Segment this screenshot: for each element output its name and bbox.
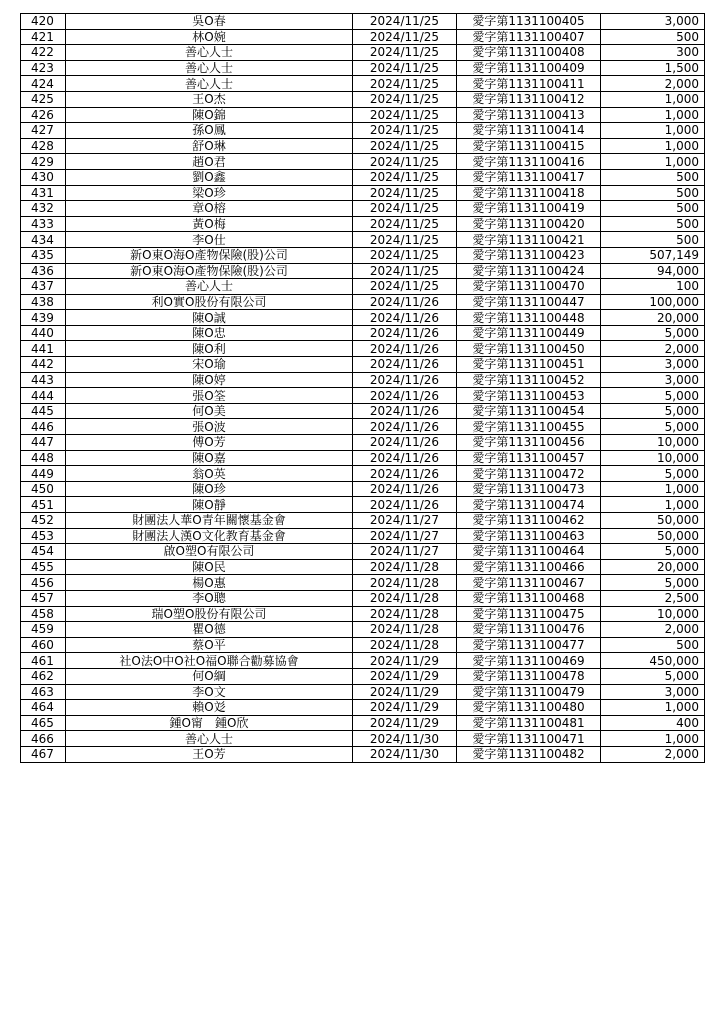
receipt-number: 愛字第1131100468 bbox=[457, 590, 601, 606]
donation-amount: 2,000 bbox=[601, 622, 705, 638]
donation-date: 2024/11/27 bbox=[353, 528, 457, 544]
donation-amount: 507,149 bbox=[601, 247, 705, 263]
row-number: 463 bbox=[21, 684, 66, 700]
receipt-number: 愛字第1131100469 bbox=[457, 653, 601, 669]
donation-amount: 100,000 bbox=[601, 294, 705, 310]
donation-amount: 500 bbox=[601, 637, 705, 653]
donation-amount: 1,000 bbox=[601, 731, 705, 747]
donor-name: 陳O忠 bbox=[66, 325, 353, 341]
donation-date: 2024/11/25 bbox=[353, 91, 457, 107]
receipt-number: 愛字第1131100424 bbox=[457, 263, 601, 279]
row-number: 420 bbox=[21, 14, 66, 30]
donor-name: 李O文 bbox=[66, 684, 353, 700]
donor-name: 劉O鑫 bbox=[66, 169, 353, 185]
row-number: 443 bbox=[21, 372, 66, 388]
table-row bbox=[21, 637, 705, 653]
receipt-number: 愛字第1131100463 bbox=[457, 528, 601, 544]
donor-name: 章O榕 bbox=[66, 201, 353, 217]
row-number: 426 bbox=[21, 107, 66, 123]
donation-amount: 500 bbox=[601, 232, 705, 248]
donation-date: 2024/11/25 bbox=[353, 45, 457, 61]
donation-amount: 2,500 bbox=[601, 590, 705, 606]
donor-name: 陳O利 bbox=[66, 341, 353, 357]
receipt-number: 愛字第1131100409 bbox=[457, 60, 601, 76]
donation-date: 2024/11/28 bbox=[353, 622, 457, 638]
receipt-number: 愛字第1131100478 bbox=[457, 668, 601, 684]
donation-date: 2024/11/26 bbox=[353, 403, 457, 419]
donation-date: 2024/11/26 bbox=[353, 294, 457, 310]
table-row bbox=[21, 325, 705, 341]
table-row bbox=[21, 450, 705, 466]
donor-name: 瑞O塑O股份有限公司 bbox=[66, 606, 353, 622]
row-number: 453 bbox=[21, 528, 66, 544]
donor-name: 何O美 bbox=[66, 403, 353, 419]
donation-date: 2024/11/25 bbox=[353, 263, 457, 279]
receipt-number: 愛字第1131100471 bbox=[457, 731, 601, 747]
table-row bbox=[21, 310, 705, 326]
donor-name: 利O實O股份有限公司 bbox=[66, 294, 353, 310]
donation-amount: 20,000 bbox=[601, 559, 705, 575]
table-row bbox=[21, 263, 705, 279]
donation-amount: 3,000 bbox=[601, 357, 705, 373]
table-row bbox=[21, 481, 705, 497]
table-row bbox=[21, 575, 705, 591]
receipt-number: 愛字第1131100407 bbox=[457, 29, 601, 45]
donor-name: 財團法人華O青年關懷基金會 bbox=[66, 513, 353, 529]
table-row bbox=[21, 419, 705, 435]
table-row bbox=[21, 403, 705, 419]
row-number: 421 bbox=[21, 29, 66, 45]
donation-amount: 1,500 bbox=[601, 60, 705, 76]
donation-date: 2024/11/26 bbox=[353, 419, 457, 435]
table-row bbox=[21, 684, 705, 700]
table-row bbox=[21, 715, 705, 731]
row-number: 457 bbox=[21, 590, 66, 606]
row-number: 464 bbox=[21, 700, 66, 716]
table-row bbox=[21, 653, 705, 669]
donor-name: 陳O珍 bbox=[66, 481, 353, 497]
row-number: 465 bbox=[21, 715, 66, 731]
donation-amount: 450,000 bbox=[601, 653, 705, 669]
table-row bbox=[21, 372, 705, 388]
table-row bbox=[21, 388, 705, 404]
table-row bbox=[21, 138, 705, 154]
donation-table bbox=[20, 13, 705, 763]
receipt-number: 愛字第1131100408 bbox=[457, 45, 601, 61]
receipt-number: 愛字第1131100417 bbox=[457, 169, 601, 185]
table-row bbox=[21, 247, 705, 263]
donation-amount: 10,000 bbox=[601, 435, 705, 451]
donation-amount: 1,000 bbox=[601, 700, 705, 716]
receipt-number: 愛字第1131100450 bbox=[457, 341, 601, 357]
receipt-number: 愛字第1131100421 bbox=[457, 232, 601, 248]
donation-amount: 2,000 bbox=[601, 341, 705, 357]
donation-date: 2024/11/28 bbox=[353, 559, 457, 575]
table-row bbox=[21, 29, 705, 45]
row-number: 444 bbox=[21, 388, 66, 404]
table-row bbox=[21, 606, 705, 622]
donor-name: 啟O塑O有限公司 bbox=[66, 544, 353, 560]
donation-amount: 1,000 bbox=[601, 497, 705, 513]
table-row bbox=[21, 294, 705, 310]
donor-name: 陳O靜 bbox=[66, 497, 353, 513]
donor-name: 陳O錦 bbox=[66, 107, 353, 123]
table-row bbox=[21, 76, 705, 92]
donor-name: 陳O民 bbox=[66, 559, 353, 575]
donation-amount: 500 bbox=[601, 201, 705, 217]
donation-date: 2024/11/25 bbox=[353, 14, 457, 30]
row-number: 441 bbox=[21, 341, 66, 357]
donor-name: 張O筌 bbox=[66, 388, 353, 404]
donation-date: 2024/11/28 bbox=[353, 637, 457, 653]
donation-date: 2024/11/25 bbox=[353, 279, 457, 295]
receipt-number: 愛字第1131100449 bbox=[457, 325, 601, 341]
table-row bbox=[21, 279, 705, 295]
donation-amount: 94,000 bbox=[601, 263, 705, 279]
donor-name: 吳O春 bbox=[66, 14, 353, 30]
donation-date: 2024/11/25 bbox=[353, 123, 457, 139]
table-row bbox=[21, 45, 705, 61]
table-row bbox=[21, 123, 705, 139]
receipt-number: 愛字第1131100480 bbox=[457, 700, 601, 716]
donation-date: 2024/11/26 bbox=[353, 435, 457, 451]
donation-date: 2024/11/26 bbox=[353, 466, 457, 482]
donor-name: 善心人士 bbox=[66, 45, 353, 61]
row-number: 459 bbox=[21, 622, 66, 638]
table-row bbox=[21, 668, 705, 684]
receipt-number: 愛字第1131100415 bbox=[457, 138, 601, 154]
row-number: 431 bbox=[21, 185, 66, 201]
donation-date: 2024/11/26 bbox=[353, 481, 457, 497]
donation-date: 2024/11/28 bbox=[353, 606, 457, 622]
receipt-number: 愛字第1131100455 bbox=[457, 419, 601, 435]
receipt-number: 愛字第1131100419 bbox=[457, 201, 601, 217]
table-row bbox=[21, 700, 705, 716]
donation-date: 2024/11/25 bbox=[353, 185, 457, 201]
row-number: 460 bbox=[21, 637, 66, 653]
donation-date: 2024/11/25 bbox=[353, 138, 457, 154]
donation-amount: 500 bbox=[601, 29, 705, 45]
receipt-number: 愛字第1131100454 bbox=[457, 403, 601, 419]
donation-amount: 5,000 bbox=[601, 325, 705, 341]
donation-amount: 1,000 bbox=[601, 107, 705, 123]
table-row bbox=[21, 513, 705, 529]
donor-name: 社O法O中O社O福O聯合勸募協會 bbox=[66, 653, 353, 669]
receipt-number: 愛字第1131100405 bbox=[457, 14, 601, 30]
donation-amount: 5,000 bbox=[601, 419, 705, 435]
table-row bbox=[21, 528, 705, 544]
donation-amount: 500 bbox=[601, 185, 705, 201]
donation-amount: 2,000 bbox=[601, 746, 705, 762]
row-number: 466 bbox=[21, 731, 66, 747]
donation-amount: 50,000 bbox=[601, 513, 705, 529]
row-number: 452 bbox=[21, 513, 66, 529]
donation-date: 2024/11/27 bbox=[353, 513, 457, 529]
row-number: 436 bbox=[21, 263, 66, 279]
table-row bbox=[21, 746, 705, 762]
row-number: 437 bbox=[21, 279, 66, 295]
donation-amount: 1,000 bbox=[601, 91, 705, 107]
row-number: 429 bbox=[21, 154, 66, 170]
table-row bbox=[21, 169, 705, 185]
donor-name: 楊O惠 bbox=[66, 575, 353, 591]
receipt-number: 愛字第1131100412 bbox=[457, 91, 601, 107]
donation-date: 2024/11/28 bbox=[353, 575, 457, 591]
receipt-number: 愛字第1131100447 bbox=[457, 294, 601, 310]
receipt-number: 愛字第1131100451 bbox=[457, 357, 601, 373]
table-row bbox=[21, 622, 705, 638]
table-row bbox=[21, 201, 705, 217]
donation-amount: 1,000 bbox=[601, 154, 705, 170]
donation-date: 2024/11/27 bbox=[353, 544, 457, 560]
receipt-number: 愛字第1131100414 bbox=[457, 123, 601, 139]
donor-name: 舒O琳 bbox=[66, 138, 353, 154]
row-number: 442 bbox=[21, 357, 66, 373]
donor-name: 王O杰 bbox=[66, 91, 353, 107]
donation-date: 2024/11/26 bbox=[353, 310, 457, 326]
donation-amount: 20,000 bbox=[601, 310, 705, 326]
table-row bbox=[21, 731, 705, 747]
table-row bbox=[21, 216, 705, 232]
receipt-number: 愛字第1131100452 bbox=[457, 372, 601, 388]
receipt-number: 愛字第1131100418 bbox=[457, 185, 601, 201]
donation-table-body bbox=[21, 14, 705, 763]
donation-date: 2024/11/29 bbox=[353, 668, 457, 684]
donation-date: 2024/11/25 bbox=[353, 60, 457, 76]
donation-date: 2024/11/29 bbox=[353, 653, 457, 669]
row-number: 445 bbox=[21, 403, 66, 419]
donation-date: 2024/11/29 bbox=[353, 684, 457, 700]
receipt-number: 愛字第1131100467 bbox=[457, 575, 601, 591]
donor-name: 何O綱 bbox=[66, 668, 353, 684]
receipt-number: 愛字第1131100456 bbox=[457, 435, 601, 451]
donation-amount: 400 bbox=[601, 715, 705, 731]
receipt-number: 愛字第1131100411 bbox=[457, 76, 601, 92]
donation-date: 2024/11/25 bbox=[353, 247, 457, 263]
row-number: 462 bbox=[21, 668, 66, 684]
receipt-number: 愛字第1131100466 bbox=[457, 559, 601, 575]
donation-date: 2024/11/25 bbox=[353, 76, 457, 92]
donation-date: 2024/11/30 bbox=[353, 731, 457, 747]
receipt-number: 愛字第1131100482 bbox=[457, 746, 601, 762]
donation-date: 2024/11/26 bbox=[353, 497, 457, 513]
donor-name: 翁O英 bbox=[66, 466, 353, 482]
receipt-number: 愛字第1131100453 bbox=[457, 388, 601, 404]
table-row bbox=[21, 466, 705, 482]
row-number: 446 bbox=[21, 419, 66, 435]
donor-name: 善心人士 bbox=[66, 60, 353, 76]
donor-name: 新O東O海O產物保險(股)公司 bbox=[66, 263, 353, 279]
table-row bbox=[21, 154, 705, 170]
donation-amount: 1,000 bbox=[601, 481, 705, 497]
table-row bbox=[21, 14, 705, 30]
donation-date: 2024/11/29 bbox=[353, 700, 457, 716]
receipt-number: 愛字第1131100464 bbox=[457, 544, 601, 560]
donation-amount: 10,000 bbox=[601, 450, 705, 466]
receipt-number: 愛字第1131100420 bbox=[457, 216, 601, 232]
donation-amount: 500 bbox=[601, 169, 705, 185]
row-number: 448 bbox=[21, 450, 66, 466]
row-number: 458 bbox=[21, 606, 66, 622]
row-number: 425 bbox=[21, 91, 66, 107]
donor-name: 宋O瑜 bbox=[66, 357, 353, 373]
donation-date: 2024/11/29 bbox=[353, 715, 457, 731]
row-number: 450 bbox=[21, 481, 66, 497]
donation-date: 2024/11/26 bbox=[353, 341, 457, 357]
donor-name: 王O芳 bbox=[66, 746, 353, 762]
donor-name: 李O聰 bbox=[66, 590, 353, 606]
donation-date: 2024/11/25 bbox=[353, 201, 457, 217]
donor-name: 張O波 bbox=[66, 419, 353, 435]
row-number: 451 bbox=[21, 497, 66, 513]
donation-amount: 1,000 bbox=[601, 138, 705, 154]
row-number: 434 bbox=[21, 232, 66, 248]
table-row bbox=[21, 91, 705, 107]
donor-name: 梁O珍 bbox=[66, 185, 353, 201]
row-number: 430 bbox=[21, 169, 66, 185]
donor-name: 趙O君 bbox=[66, 154, 353, 170]
row-number: 447 bbox=[21, 435, 66, 451]
receipt-number: 愛字第1131100479 bbox=[457, 684, 601, 700]
row-number: 449 bbox=[21, 466, 66, 482]
donation-amount: 5,000 bbox=[601, 403, 705, 419]
donor-name: 孫O鳳 bbox=[66, 123, 353, 139]
donor-name: 李O仕 bbox=[66, 232, 353, 248]
donation-amount: 100 bbox=[601, 279, 705, 295]
donation-amount: 5,000 bbox=[601, 388, 705, 404]
table-row bbox=[21, 435, 705, 451]
row-number: 422 bbox=[21, 45, 66, 61]
donation-amount: 50,000 bbox=[601, 528, 705, 544]
donor-name: 新O東O海O產物保險(股)公司 bbox=[66, 247, 353, 263]
donation-amount: 300 bbox=[601, 45, 705, 61]
receipt-number: 愛字第1131100477 bbox=[457, 637, 601, 653]
row-number: 467 bbox=[21, 746, 66, 762]
receipt-number: 愛字第1131100473 bbox=[457, 481, 601, 497]
table-row bbox=[21, 232, 705, 248]
donor-name: 陳O誠 bbox=[66, 310, 353, 326]
donation-amount: 2,000 bbox=[601, 76, 705, 92]
row-number: 438 bbox=[21, 294, 66, 310]
receipt-number: 愛字第1131100472 bbox=[457, 466, 601, 482]
donor-name: 善心人士 bbox=[66, 279, 353, 295]
row-number: 439 bbox=[21, 310, 66, 326]
donation-amount: 3,000 bbox=[601, 14, 705, 30]
table-row bbox=[21, 497, 705, 513]
row-number: 428 bbox=[21, 138, 66, 154]
donation-date: 2024/11/26 bbox=[353, 450, 457, 466]
donation-amount: 5,000 bbox=[601, 668, 705, 684]
row-number: 423 bbox=[21, 60, 66, 76]
receipt-number: 愛字第1131100413 bbox=[457, 107, 601, 123]
donor-name: 善心人士 bbox=[66, 76, 353, 92]
donor-name: 善心人士 bbox=[66, 731, 353, 747]
receipt-number: 愛字第1131100423 bbox=[457, 247, 601, 263]
donation-date: 2024/11/25 bbox=[353, 154, 457, 170]
row-number: 435 bbox=[21, 247, 66, 263]
donor-name: 陳O婷 bbox=[66, 372, 353, 388]
donation-amount: 5,000 bbox=[601, 544, 705, 560]
donation-amount: 10,000 bbox=[601, 606, 705, 622]
donation-amount: 1,000 bbox=[601, 123, 705, 139]
receipt-number: 愛字第1131100462 bbox=[457, 513, 601, 529]
donation-amount: 5,000 bbox=[601, 575, 705, 591]
donor-name: 蔡O平 bbox=[66, 637, 353, 653]
receipt-number: 愛字第1131100470 bbox=[457, 279, 601, 295]
donation-date: 2024/11/30 bbox=[353, 746, 457, 762]
row-number: 461 bbox=[21, 653, 66, 669]
row-number: 432 bbox=[21, 201, 66, 217]
donor-name: 林O婉 bbox=[66, 29, 353, 45]
donation-date: 2024/11/26 bbox=[353, 388, 457, 404]
receipt-number: 愛字第1131100481 bbox=[457, 715, 601, 731]
donation-date: 2024/11/26 bbox=[353, 357, 457, 373]
donation-date: 2024/11/25 bbox=[353, 107, 457, 123]
row-number: 424 bbox=[21, 76, 66, 92]
row-number: 456 bbox=[21, 575, 66, 591]
row-number: 440 bbox=[21, 325, 66, 341]
donation-date: 2024/11/28 bbox=[353, 590, 457, 606]
donation-date: 2024/11/25 bbox=[353, 216, 457, 232]
table-row bbox=[21, 544, 705, 560]
donation-date: 2024/11/25 bbox=[353, 169, 457, 185]
receipt-number: 愛字第1131100475 bbox=[457, 606, 601, 622]
donor-name: 瞿O德 bbox=[66, 622, 353, 638]
table-row bbox=[21, 357, 705, 373]
row-number: 454 bbox=[21, 544, 66, 560]
donation-amount: 5,000 bbox=[601, 466, 705, 482]
table-row bbox=[21, 185, 705, 201]
donation-date: 2024/11/25 bbox=[353, 29, 457, 45]
donation-amount: 3,000 bbox=[601, 684, 705, 700]
row-number: 427 bbox=[21, 123, 66, 139]
table-row bbox=[21, 559, 705, 575]
receipt-number: 愛字第1131100474 bbox=[457, 497, 601, 513]
donor-name: 鍾O甯 鍾O欣 bbox=[66, 715, 353, 731]
table-row bbox=[21, 60, 705, 76]
donor-name: 傅O芳 bbox=[66, 435, 353, 451]
donor-name: 黃O梅 bbox=[66, 216, 353, 232]
donation-amount: 500 bbox=[601, 216, 705, 232]
receipt-number: 愛字第1131100448 bbox=[457, 310, 601, 326]
row-number: 433 bbox=[21, 216, 66, 232]
receipt-number: 愛字第1131100457 bbox=[457, 450, 601, 466]
receipt-number: 愛字第1131100416 bbox=[457, 154, 601, 170]
donor-name: 賴O彣 bbox=[66, 700, 353, 716]
donor-name: 財團法人漢O文化教育基金會 bbox=[66, 528, 353, 544]
receipt-number: 愛字第1131100476 bbox=[457, 622, 601, 638]
table-row bbox=[21, 590, 705, 606]
table-row bbox=[21, 107, 705, 123]
donation-date: 2024/11/26 bbox=[353, 372, 457, 388]
row-number: 455 bbox=[21, 559, 66, 575]
donor-name: 陳O嘉 bbox=[66, 450, 353, 466]
table-row bbox=[21, 341, 705, 357]
donation-date: 2024/11/25 bbox=[353, 232, 457, 248]
donation-amount: 3,000 bbox=[601, 372, 705, 388]
donation-date: 2024/11/26 bbox=[353, 325, 457, 341]
